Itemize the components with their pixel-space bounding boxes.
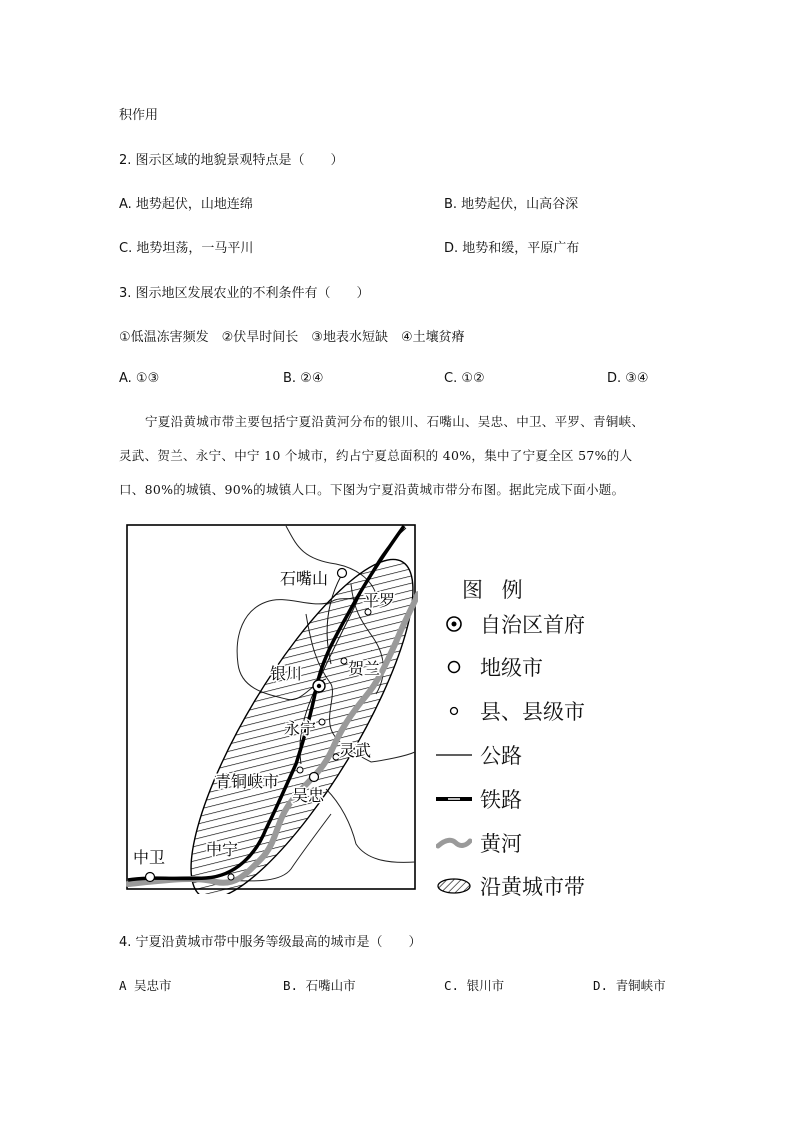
- legend-railway: 铁路: [436, 784, 522, 814]
- label-shizuishan: 石嘴山: [280, 569, 329, 588]
- legend-prefecture: 地级市: [436, 652, 543, 682]
- legend-road: 公路: [436, 740, 522, 770]
- capital-marker-dot: [317, 684, 321, 688]
- question-4-option-c: C. 银川市: [444, 978, 505, 993]
- question-4-option-b: B. 石嘴山市: [283, 978, 356, 993]
- river-symbol-icon: [436, 833, 472, 853]
- label-pingluo: 平罗: [363, 591, 396, 610]
- label-lingwu: 灵武: [339, 741, 372, 760]
- road-symbol-icon: [436, 745, 472, 765]
- label-yinchuan: 银川: [270, 664, 303, 683]
- legend-capital: 自治区首府: [436, 609, 585, 639]
- label-zhongwei: 中卫: [133, 848, 166, 867]
- question-3-stem: 3. 图示地区发展农业的不利条件有（ ）: [119, 286, 370, 301]
- qingtongxia-marker: [297, 767, 303, 773]
- label-yongning: 永宁: [284, 719, 317, 738]
- zhongwei-marker: [146, 873, 155, 882]
- legend-belt: 沿黄城市带: [436, 871, 585, 901]
- question-4-option-a: A 吴忠市: [119, 978, 172, 993]
- question-3-option-c: C. ①②: [444, 371, 485, 386]
- label-wuzhong: 吴忠: [292, 786, 325, 805]
- question-4-stem: 4. 宁夏沿黄城市带中服务等级最高的城市是（ ）: [119, 935, 422, 950]
- label-qingtongxia: 青铜峡市: [215, 772, 280, 791]
- passage-line-2: 灵武、贺兰、永宁、中宁 10 个城市，约占宁夏总面积的 40%，集中了宁夏全区 57%的人: [119, 448, 633, 463]
- zhongning-marker: [228, 874, 234, 880]
- question-2-option-c: C. 地势坦荡，一马平川: [119, 241, 254, 256]
- helan-marker: [341, 658, 347, 664]
- top-fragment-text: 积作用: [119, 108, 159, 123]
- yongning-marker: [319, 719, 325, 725]
- question-2-option-d: D. 地势和缓，平原广布: [444, 241, 580, 256]
- passage-line-1: 宁夏沿黄城市带主要包括宁夏沿黄河分布的银川、石嘴山、吴忠、中卫、平罗、青铜峡、: [145, 414, 645, 429]
- question-2-option-a: A. 地势起伏，山地连绵: [119, 197, 253, 212]
- reading-passage: [119, 405, 679, 507]
- question-3-option-d: D. ③④: [607, 371, 649, 386]
- railway-symbol-icon: [436, 789, 472, 809]
- county-symbol-icon: [436, 701, 472, 721]
- prefecture-symbol-icon: [436, 657, 472, 677]
- shizuishan-marker: [338, 569, 347, 578]
- question-4-option-d: D. 青铜峡市: [593, 978, 666, 993]
- label-zhongning: 中宁: [206, 840, 239, 859]
- question-3-conditions: ①低温冻害频发 ②伏旱时间长 ③地表水短缺 ④土壤贫瘠: [119, 330, 465, 345]
- wuzhong-marker: [310, 773, 319, 782]
- city-belt-map: [126, 524, 418, 894]
- capital-symbol-icon: [436, 614, 472, 634]
- legend-title: 图 例: [462, 578, 529, 602]
- question-2-option-b: B. 地势起伏，山高谷深: [444, 197, 579, 212]
- question-3-option-a: A. ①③: [119, 371, 160, 386]
- legend-county: 县、县级市: [436, 696, 585, 726]
- question-2-stem: 2. 图示区域的地貌景观特点是（ ）: [119, 153, 344, 168]
- question-3-option-b: B. ②④: [283, 371, 324, 386]
- belt-symbol-icon: [436, 876, 472, 896]
- legend-river: 黄河: [436, 828, 522, 858]
- passage-line-3: 口、80%的城镇、90%的城镇人口。下图为宁夏沿黄城市带分布图。据此完成下面小题。: [119, 482, 625, 497]
- label-helan: 贺兰: [348, 659, 381, 678]
